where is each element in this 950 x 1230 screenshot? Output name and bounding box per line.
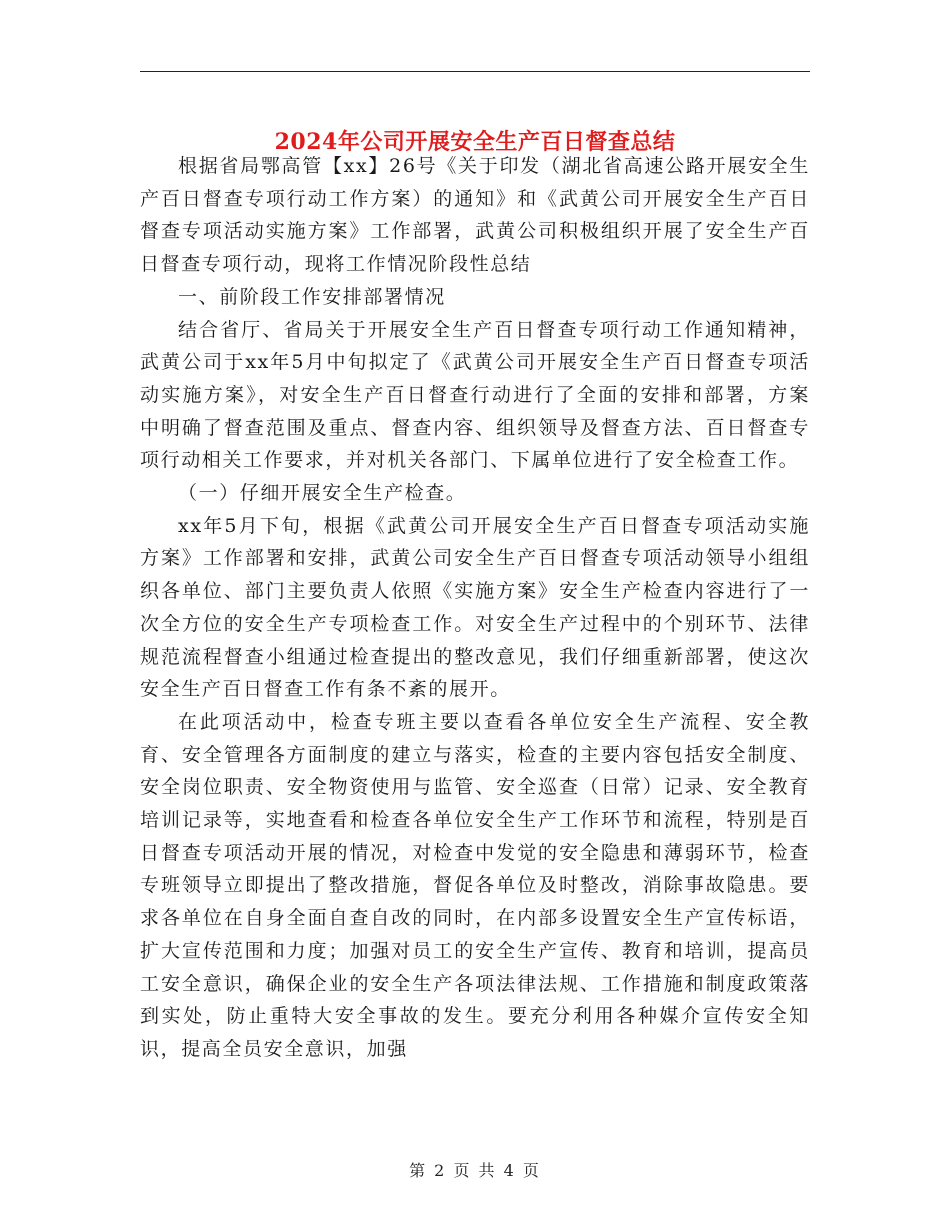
intro-paragraph: 根据省局鄂高管【xx】26号《关于印发（湖北省高速公路开展安全生产百日督查专项行动工作方案）的通知》和《武黄公司开展安全生产百日督查专项活动实施方案》工作部署，武黄公司积极组织开展了安全生产百日督查专项行动，现将工作情况阶段性总结 [140, 155, 810, 276]
document-body [140, 150, 810, 1066]
document-title: 2024年公司开展安全生产百日督查总结 [274, 128, 676, 155]
body-paragraph: xx年5月下旬，根据《武黄公司开展安全生产百日督查专项活动实施方案》工作部署和安排，武黄公司安全生产百日督查专项活动领导小组组织各单位、部门主要负责人依照《实施方案》安全生产检查内容进行了一次全方位的安全生产专项检查工作。对安全生产过程中的个别环节、法律规范流程督查小组通过检查提出的整改意见，我们仔细重新部署，使这次安全生产百日督查工作有条不紊的展开。 [140, 514, 810, 701]
body-paragraph: 结合省厅、省局关于开展安全生产百日督查专项行动工作通知精神，武黄公司于xx年5月中旬拟定了《武黄公司开展安全生产百日督查专项活动实施方案》，对安全生产百日督查行动进行了全面的安排和部署，方案中明确了督查范围及重点、督查内容、组织领导及督查方法、百日督查专项行动相关工作要求，并对机关各部门、下属单位进行了安全检查工作。 [140, 318, 810, 472]
page-number-footer: 第 2 页 共 4 页 [409, 1161, 541, 1180]
header-rule [140, 71, 810, 72]
subsection-heading-1: （一）仔细开展安全生产检查。 [178, 482, 467, 505]
body-paragraph: 在此项活动中，检查专班主要以查看各单位安全生产流程、安全教育、安全管理各方面制度的建立与落实，检查的主要内容包括安全制度、安全岗位职责、安全物资使用与监管、安全巡查（日常）记录、安全教育培训记录等，实地查看和检查各单位安全生产工作环节和流程，特别是百日督查专项活动开展的情况，对检查中发觉的安全隐患和薄弱环节，检查专班领导立即提出了整改措施，督促各单位及时整改，消除事故隐患。要求各单位在自身全面自查自改的同时，在内部多设置安全生产宣传标语，扩大宣传范围和力度；加强对员工的安全生产宣传、教育和培训，提高员工安全意识，确保企业的安全生产各项法律法规、工作措施和制度政策落到实处，防止重特大安全事故的发生。要充分利用各种媒介宣传安全知识，提高全员安全意识，加强 [140, 710, 810, 1060]
section-heading-1: 一、前阶段工作安排部署情况 [178, 285, 446, 308]
